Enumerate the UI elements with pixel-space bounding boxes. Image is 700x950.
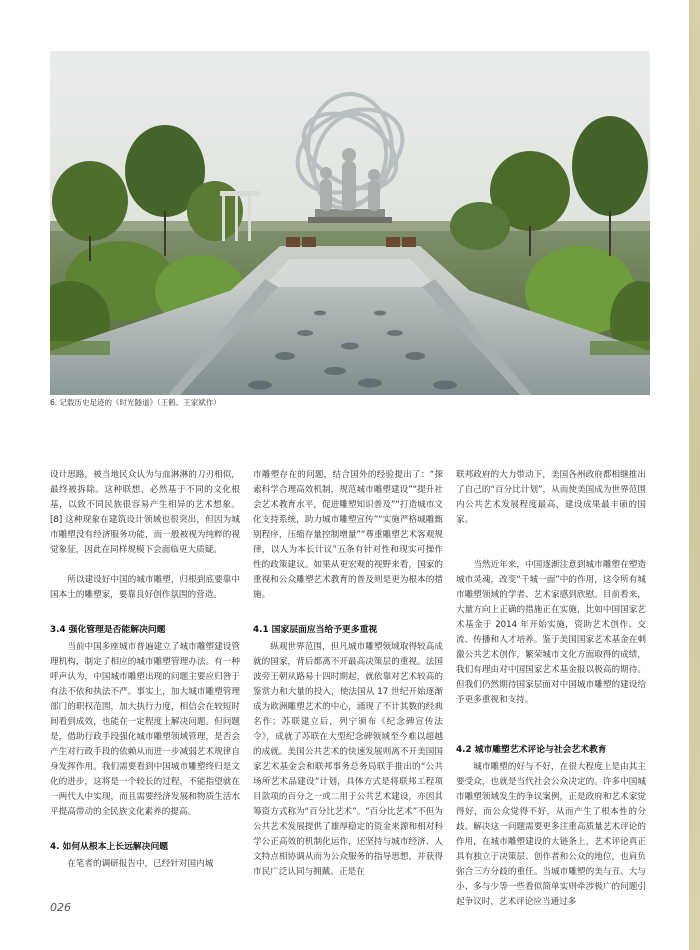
- page-number: 026: [50, 901, 71, 914]
- paragraph: 在笔者的调研报告中，已经针对国内城: [67, 859, 214, 869]
- section-heading: 4. 如何从根本上长远解决问题: [50, 842, 169, 852]
- paragraph: 设计思路，被当地民众认为与血淋淋的刀刃相似，最终被拆除。这种联想，必然基于不同的文化根基，以致不同民族很容易产生相异的艺术想象。[8] 这种现象在建筑设计领域也很突出，但因为城市雕塑没有经济服务功能，而一般被视为纯粹的视觉象征，因此在同样规模下会面临更大质疑。: [50, 470, 240, 555]
- paragraph: 市雕塑存在的问题，结合国外的经验提出了：“探索科学合理高效机制，规范城市雕塑建设”“提升社会艺术教育水平，促进雕塑知识普及”“打造城市文化支持系统，助力城市雕塑宣传”“实施严格城雕甄别程序，压缩存量控制增量”“尊重雕塑艺术客观规律，以人为本长计议”五条有针对性和现实可操作性的政策建议。如果从更宏观的视野来看，国家的重视和公众雕塑艺术教育的普及则是更为根本的措施。: [253, 470, 443, 600]
- column-left: [50, 468, 240, 872]
- photo-caption: 6. 记载历史足迹的《时光隧道》（王鹤、王家斌作）: [50, 398, 221, 407]
- paragraph: 纵观世界范围，但凡城市雕塑领域取得较高成就的国家，背后都离不开最高决策层的重视。法国波旁王朝从路易十四时期起，就依靠对艺术较高的鉴赏力和大量的投入，使法国从 17 世纪开始逐渐成为欧洲雕塑艺术的中心，涌现了不计其数的经典名作；苏联建立后，列宁颁布《纪念碑宣传法令》，成就了苏联在大型纪念碑领域至今难以超越的成就。美国公共艺术的快速发展则离不开美国国家艺术基金会和联邦事务总务局联手推出的“公共场所艺术品建设”计划，具体方式是将联邦工程项目款项的百分之一或二用于公共艺术建设，亦因其筹资方式称为“百分比艺术”。“百分比艺术”不但为公共艺术发展提供了雄厚稳定的资金来源和相对科学公正高效的机制化运作，还坚持与城市经济、人文特点相协调从而为公众服务的指导思想，并获得市民广泛认同与拥戴。正是在: [253, 642, 443, 877]
- paragraph: 当前中国多座城市普遍建立了城市雕塑建设管理机构，制定了相应的城市雕塑管理办法。有一种呼声认为，中国城市雕塑出现的问题主要应归咎于有法不依和执法不严。事实上，加大城市雕塑管理部门的职权范围，加大执行力度，相信会在较短时间看到成效，也能在一定程度上解决问题。但问题是，借助行政手段强化城市雕塑领域管理，是否会产生对行政手段的依赖从而进一步减弱艺术规律自身发挥作用。我们需要看到中国城市雕塑终归是文化的进步，这将是一个较长的过程，不能指望就在一两代人中实现，而且需要经济发展和物质生活水平提高带动的全民族文化素养的提高。: [50, 642, 240, 817]
- paragraph: 当然近年来，中国逐渐注意到城市雕塑在塑造城市灵魂，改变“千城一面”中的作用，这令所有城市雕塑领域的学者、艺术家感到欣慰。目前看来，大量方向上正确的措施正在实施，比如中国国家艺术基金于 2014 年开始实施，资助艺术创作、交流、传播和人才培养。鉴于美国国家艺术基金在刺激公共艺术创作，繁荣城市文化方面取得的成绩，我们有理由对中国国家艺术基金报以极高的期待。但我们仍然期待国家层面对中国城市雕塑的建设给予更多重视和支持。: [456, 560, 646, 705]
- paragraph: 城市雕塑的好与不好，在很大程度上是由其主要受众，也就是当代社会公众决定的。许多中国城市雕塑领域发生的争议案例，正是政府和艺术家觉得好，而公众觉得不好，从而产生了根本性的分歧。解决这一问题需要更多注重高质量艺术评论的作用，在城市雕塑建设的大链条上，艺术评论真正具有独立于决策层、创作者和公众的地位，也肩负弥合三方分歧的重任。当城市雕塑的美与丑、大与小、多与少等一些看似简单实则牵涉极广的问题引起争议时，艺术评论应当通过多: [456, 762, 646, 907]
- page-edge-bar: [689, 0, 700, 950]
- paragraph: 所以建设好中国的城市雕塑，归根到底要靠中国本土的雕塑家，要靠良好创作氛围的营造。: [50, 575, 240, 600]
- column-middle: [253, 468, 443, 880]
- column-right: [456, 468, 646, 910]
- section-heading: 4.2 城市雕塑艺术评论与社会艺术教育: [456, 745, 607, 755]
- section-heading: 4.1 国家层面应当给予更多重视: [253, 625, 378, 635]
- paragraph: 联邦政府的大力带动下，美国各州政府都相继推出了自己的“百分比计划”，从而使美国成为世界范围内公共艺术发展程度最高，建设成果最丰硕的国家。: [456, 470, 646, 525]
- section-heading: 3.4 强化管理是否能解决问题: [50, 625, 166, 635]
- sculpture-photo: [50, 51, 650, 395]
